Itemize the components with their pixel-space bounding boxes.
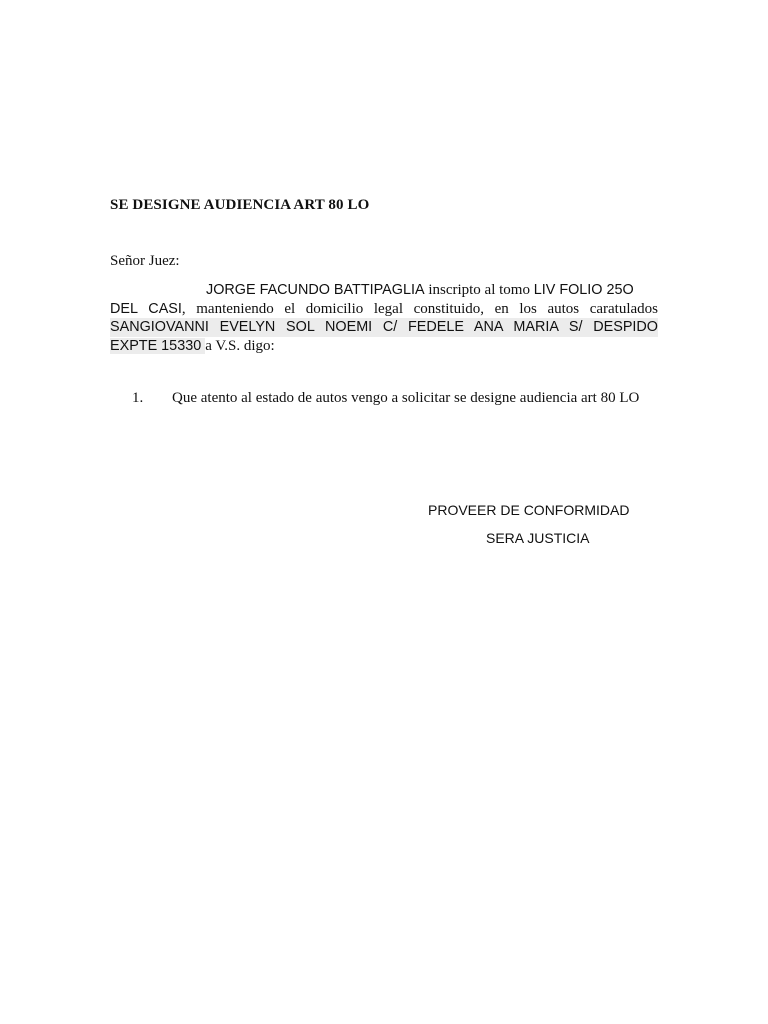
salutation: Señor Juez: — [110, 253, 180, 269]
paragraph-text: inscripto al tomo — [424, 282, 534, 298]
closing-line-proveer: PROVEER DE CONFORMIDAD — [428, 502, 630, 518]
document-title: SE DESIGNE AUDIENCIA ART 80 LO — [110, 197, 370, 213]
paragraph-line-1 — [110, 281, 658, 300]
closing-line-justicia: SERA JUSTICIA — [486, 530, 590, 546]
case-caption: SANGIOVANNI EVELYN SOL NOEMI C/ FEDELE ANA MARIA S/ DESPIDO — [110, 319, 658, 335]
list-item-text: Que atento al estado de autos vengo a solicitar se designe audiencia art 80 LO — [172, 390, 640, 406]
party-name: JORGE FACUNDO BATTIPAGLIA — [206, 282, 425, 298]
expediente-number: EXPTE 15330 — [110, 337, 206, 354]
paragraph-line-4 — [110, 337, 658, 356]
tomo-folio: LIV FOLIO 25O — [533, 282, 634, 298]
list-item — [132, 390, 639, 407]
paragraph-text: , manteniendo el domicilio legal constituido, en los autos caratulados — [181, 300, 658, 317]
paragraph-line-2 — [110, 300, 658, 319]
body-paragraph — [110, 281, 658, 355]
casi-label: DEL CASI — [110, 300, 182, 317]
paragraph-text: a V.S. digo: — [205, 337, 275, 354]
list-item-number: 1. — [132, 390, 144, 406]
